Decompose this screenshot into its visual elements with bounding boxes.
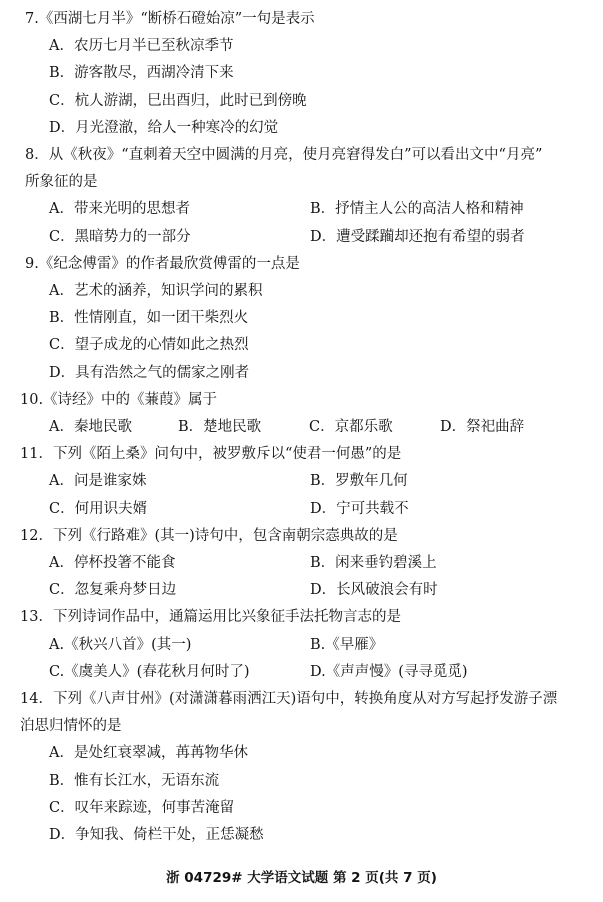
answer-option: A．停杯投箸不能食 (49, 555, 176, 571)
answer-option: D．月光澄澈，给人一种寒冷的幻觉 (49, 119, 279, 136)
answer-option: B．抒情主人公的高洁人格和精神 (310, 201, 524, 218)
answer-option: D.《声声慢》(寻寻觅觅) (310, 663, 468, 680)
answer-option: B．罗敷年几何 (310, 473, 408, 490)
answer-option: D．宁可共载不 (310, 500, 409, 517)
answer-option: D．祭祀曲辞 (440, 419, 525, 435)
answer-option: B.《早雁》 (310, 636, 384, 653)
answer-option: B．闲来垂钓碧溪上 (310, 555, 437, 571)
question-stem: 9.《纪念傅雷》的作者最欣赏傅雷的一点是 (25, 255, 300, 272)
answer-option: C．何用识夫婿 (49, 500, 148, 517)
answer-option: C．京都乐歌 (309, 419, 393, 435)
answer-option: A.《秋兴八首》(其一) (49, 636, 192, 653)
answer-option: A．是处红衰翠减，苒苒物华休 (49, 745, 248, 762)
answer-option: B．游客散尽，西湖冷清下来 (49, 65, 234, 82)
answer-option: A．秦地民歌 (49, 419, 132, 435)
answer-option: C．望子成龙的心情如此之热烈 (49, 337, 249, 354)
question-stem: 11．下列《陌上桑》问句中，被罗敷斥以“使君一何愚”的是 (20, 446, 402, 463)
question-stem: 13．下列诗词作品中，通篇运用比兴象征手法托物言志的是 (20, 609, 401, 626)
answer-option: D．争知我、倚栏干处，正恁凝愁 (49, 827, 264, 843)
answer-option: A．带来光明的思想者 (49, 201, 190, 218)
answer-option: D．遭受蹂躏却还抱有希望的弱者 (310, 228, 525, 245)
answer-option: C．忽复乘舟梦日边 (49, 582, 177, 599)
page-footer: 浙 04729# 大学语文试题 第 2 页(共 7 页) (166, 870, 437, 886)
question-stem: 7.《西湖七月半》“断桥石磴始凉”一句是表示 (25, 11, 315, 27)
answer-option: A．艺术的涵养，知识学问的累积 (49, 283, 263, 299)
question-stem: 8．从《秋夜》“直刺着天空中圆满的月亮，使月亮窘得发白”可以看出文中“月亮” (25, 147, 543, 163)
answer-option: B．楚地民歌 (178, 419, 262, 435)
question-stem-continued: 所象征的是 (25, 174, 98, 191)
answer-option: D．长风破浪会有时 (310, 582, 438, 599)
answer-option: C．杭人游湖，巳出酉归，此时已到傍晚 (49, 92, 307, 109)
question-stem: 14．下列《八声甘州》(对潇潇暮雨洒江天)语句中，转换角度从对方写起抒发游子漂 (20, 691, 558, 707)
answer-option: C．叹年来踪迹，何事苦淹留 (49, 799, 235, 816)
answer-option: A．农历七月半已至秋凉季节 (49, 38, 234, 55)
question-stem-continued: 泊思归情怀的是 (20, 718, 122, 735)
answer-option: C.《虞美人》(春花秋月何时了) (49, 663, 250, 680)
answer-option: B．惟有长江水，无语东流 (49, 772, 220, 789)
question-stem: 10.《诗经》中的《蒹葭》属于 (20, 391, 218, 408)
answer-option: D．具有浩然之气的儒家之刚者 (49, 364, 250, 381)
answer-option: A．问是谁家姝 (49, 473, 147, 490)
answer-option: C．黑暗势力的一部分 (49, 228, 191, 245)
answer-option: B．性情刚直，如一团干柴烈火 (49, 310, 249, 327)
question-stem: 12．下列《行路难》(其一)诗句中，包含南朝宗悫典故的是 (20, 527, 398, 544)
